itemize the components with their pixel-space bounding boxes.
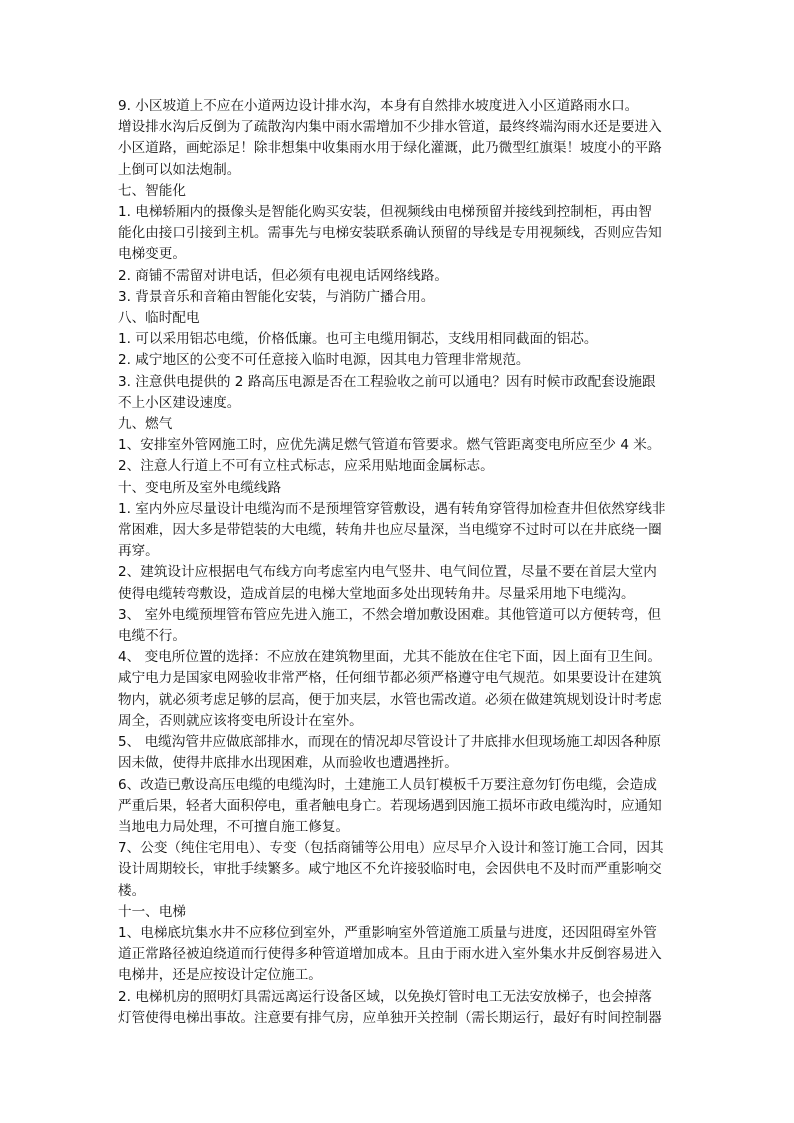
text-line: 能化由接口引接到主机。需事先与电梯安装联系确认预留的导线是专用视频线，否则应告知 [118,225,662,242]
section-heading: 八、临时配电 [118,310,200,327]
text-line: 再穿。 [118,543,159,560]
text-line: 2、注意人行道上不可有立柱式标志，应采用贴地面金属标志。 [118,458,494,475]
text-line: 小区道路，画蛇添足！除非想集中收集雨水用于绿化灌溉，此乃微型红旗渠！坡度小的平路 [118,140,662,157]
text-line: 1、安排室外管网施工时，应优先满足燃气管道布管要求。燃气管距离变电所应至少 4 米。 [118,437,661,454]
text-line: 不上小区建设速度。 [118,394,241,411]
text-line: 1. 电梯轿厢内的摄像头是智能化购买安装，但视频线由电梯预留并接线到控制柜，再由智 [118,204,652,221]
text-line: 5、 电缆沟管井应做底部排水，而现在的情况却尽管设计了井底排水但现场施工却因各种原 [118,734,662,751]
section-heading: 十、变电所及室外电缆线路 [118,479,282,496]
text-line: 电梯变更。 [118,246,186,263]
text-line: 增设排水沟后反倒为了疏散沟内集中雨水需增加不少排水管道，最终终端沟雨水还是要进入 [118,119,662,136]
text-line: 2. 电梯机房的照明灯具需远离运行设备区域，以免换灯管时电工无法安放梯子，也会掉落 [118,988,652,1005]
text-line: 3、 室外电缆预埋管布管应先进入施工，不然会增加敷设困难。其他管道可以方便转弯，但 [118,606,662,623]
text-line: 周全，否则就应该将变电所设计在室外。 [118,712,363,729]
text-line: 灯管使得电梯出事故。注意要有排气房，应单独开关控制（需长期运行，最好有时间控制器 [118,1009,662,1026]
text-line: 常困难，因大多是带铠装的大电缆，转角井也应尽量深，当电缆穿不过时可以在井底绕一圈 [118,522,662,539]
document-body [118,96,678,1029]
text-line: 上倒可以如法炮制。 [118,161,241,178]
text-line: 6、改造已敷设高压电缆的电缆沟时，土建施工人员钉模板千万要注意勿钉伤电缆，会造成 [118,776,657,793]
section-heading: 十一、电梯 [118,903,186,920]
text-line: 4、 变电所位置的选择：不应放在建筑物里面，尤其不能放在住宅下面，因上面有卫生间。 [118,649,662,666]
text-line: 使得电缆转弯敷设，造成首层的电梯大堂地面多处出现转角井。尽量采用地下电缆沟。 [118,585,635,602]
text-line: 1、电梯底坑集水井不应移位到室外，严重影响室外管道施工质量与进度，还因阻碍室外管 [118,924,657,941]
text-line: 2. 商铺不需留对讲电话，但必须有电视电话网络线路。 [118,267,448,284]
text-line: 3. 背景音乐和音箱由智能化安装，与消防广播合用。 [118,288,435,305]
text-line: 物内，就必须考虑足够的层高，便于加夹层，水管也需改道。必须在做建筑规划设计时考虑 [118,691,662,708]
text-line: 电梯井，还是应按设计定位施工。 [118,967,322,984]
text-line: 1. 可以采用铝芯电缆，价格低廉。也可主电缆用铜芯，支线用相同截面的铝芯。 [118,331,598,348]
text-line: 9. 小区坡道上不应在小道两边设计排水沟，本身有自然排水坡度进入小区道路雨水口。 [118,98,639,114]
section-heading: 九、燃气 [118,416,173,433]
text-line: 当地电力局处理，不可擅自施工修复。 [118,818,350,835]
text-line: 楼。 [118,882,146,899]
section-heading: 七、智能化 [118,182,186,199]
text-line: 咸宁电力是国家电网验收非常严格，任何细节都必须严格遵守电气规范。如果要设计在建筑 [118,670,662,687]
text-line: 严重后果，轻者大面积停电，重者触电身亡。若现场遇到因施工损坏市政电缆沟时，应通知 [118,797,662,814]
text-line: 1. 室内外应尽量设计电缆沟而不是预埋管穿管敷设，遇有转角穿管得加检查井但依然穿线非 [118,500,666,517]
text-line: 因未做，使得井底排水出现困难，从而验收也遭遇挫折。 [118,755,458,772]
text-line: 设计周期较长，审批手续繁多。咸宁地区不允许接驳临时电，会因供电不及时而严重影响交 [118,861,662,878]
text-line: 2. 咸宁地区的公变不可任意接入临时电源，因其电力管理非常规范。 [118,352,530,369]
text-line: 2、建筑设计应根据电气布线方向考虑室内电气竖井、电气间位置，尽量不要在首层大堂内 [118,564,657,581]
text-line: 道正常路径被迫绕道而行使得多种管道增加成本。且由于雨水进入室外集水井反倒容易进入 [118,946,662,963]
text-line: 3. 注意供电提供的 2 路高压电源是否在工程验收之前可以通电？因有时候市政配套设施跟 [118,373,656,390]
text-line: 7、公变（纯住宅用电）、专变（包括商铺等公用电）应尽早介入设计和签订施工合同，因其 [118,840,664,857]
text-line: 电缆不行。 [118,628,186,645]
